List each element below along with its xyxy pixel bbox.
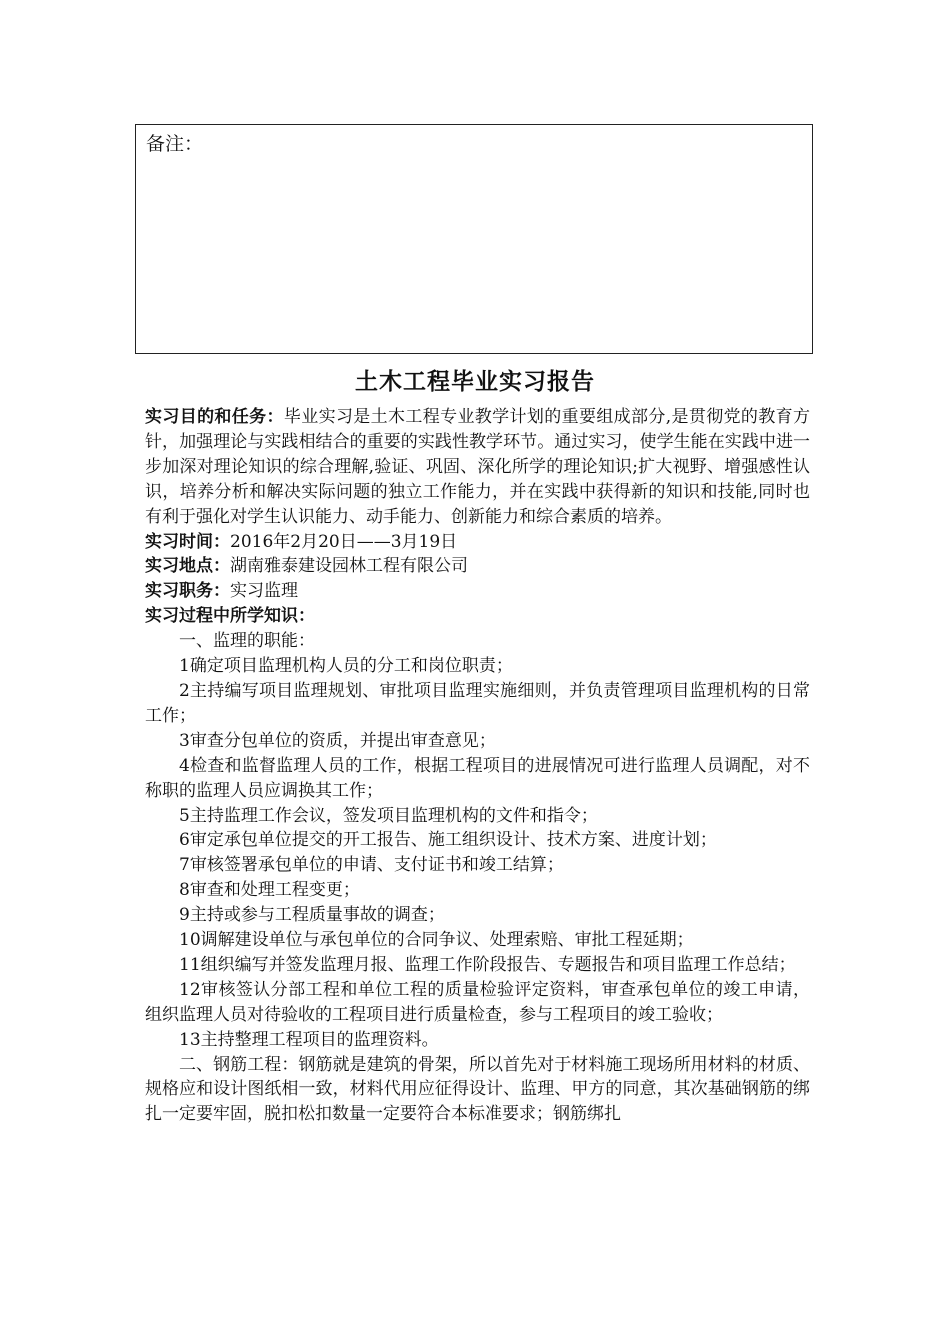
position-value: 实习监理 (230, 581, 298, 602)
duty-item: 11组织编写并签发监理月报、监理工作阶段报告、专题报告和项目监理工作总结； (179, 954, 796, 975)
purpose-text: 毕业实习是土木工程专业教学计划的重要组成部分,是贯彻党的教育方针，加强理论与实践相结合的重要的实践性教学环节。通过实习，使学生能在实践中进一步加深对理论知识的综合理解,验证、巩固、深化所学的理论知识;扩大视野、增强感性认识，培养分析和解决实际问题的独立工作能力，并在实践中获得新的知识和技能,同时也有利于强化对学生认识能力、动手能力、创新能力和综合素质的培养。 (145, 407, 811, 527)
duty-item: 8审查和处理工程变更； (179, 880, 360, 901)
duty-item: 1确定项目监理机构人员的分工和岗位职责； (179, 656, 513, 677)
duty-item: 6审定承包单位提交的开工报告、施工组织设计、技术方案、进度计划； (179, 830, 717, 851)
duty-item: 12审核签认分部工程和单位工程的质量检验评定资料，审查承包单位的竣工申请，组织监理人员对待验收的工程项目进行质量检查，参与工程项目的竣工验收； (145, 979, 810, 1025)
time-value: 2016年2月20日——3月19日 (230, 531, 458, 552)
remarks-box (135, 124, 813, 354)
purpose-paragraph (145, 405, 810, 530)
location-line (145, 554, 810, 579)
remarks-label: 备注： (146, 133, 204, 155)
duty-item: 3审查分包单位的资质，并提出审查意见； (179, 730, 496, 751)
knowledge-heading: 实习过程中所学知识： (145, 606, 315, 627)
duty-item: 2主持编写项目监理规划、审批项目监理实施细则，并负责管理项目监理机构的日常工作； (145, 680, 810, 726)
position-line (145, 579, 810, 604)
duty-item: 4检查和监督监理人员的工作，根据工程项目的进展情况可进行监理人员调配，对不称职的监理人员应调换其工作； (145, 755, 810, 801)
duty-item: 9主持或参与工程质量事故的调查； (179, 905, 445, 926)
duty-item: 7审核签署承包单位的申请、支付证书和竣工结算； (179, 855, 564, 876)
location-label: 实习地点： (145, 556, 230, 577)
purpose-label: 实习目的和任务： (145, 407, 284, 427)
time-label: 实习时间： (145, 531, 230, 552)
duty-item: 10调解建设单位与承包单位的合同争议、处理索赔、审批工程延期； (179, 930, 694, 951)
position-label: 实习职务： (145, 581, 230, 602)
duty-item: 13主持整理工程项目的监理资料。 (179, 1029, 439, 1050)
report-title: 土木工程毕业实习报告 (355, 369, 595, 395)
report-body (145, 405, 810, 1127)
section2-paragraph: 二、钢筋工程：钢筋就是建筑的骨架，所以首先对于材料施工现场所用材料的材质、规格应和设计图纸相一致，材料代用应征得设计、监理、甲方的同意，其次基础钢筋的绑扎一定要牢固，脱扣松扣数量一定要符合本标准要求；钢筋绑扎 (145, 1054, 810, 1125)
section1-title: 一、监理的职能： (179, 631, 315, 652)
duty-item: 5主持监理工作会议，签发项目监理机构的文件和指令； (179, 805, 598, 826)
time-line (145, 530, 810, 555)
location-value: 湖南雅泰建设园林工程有限公司 (230, 556, 468, 577)
